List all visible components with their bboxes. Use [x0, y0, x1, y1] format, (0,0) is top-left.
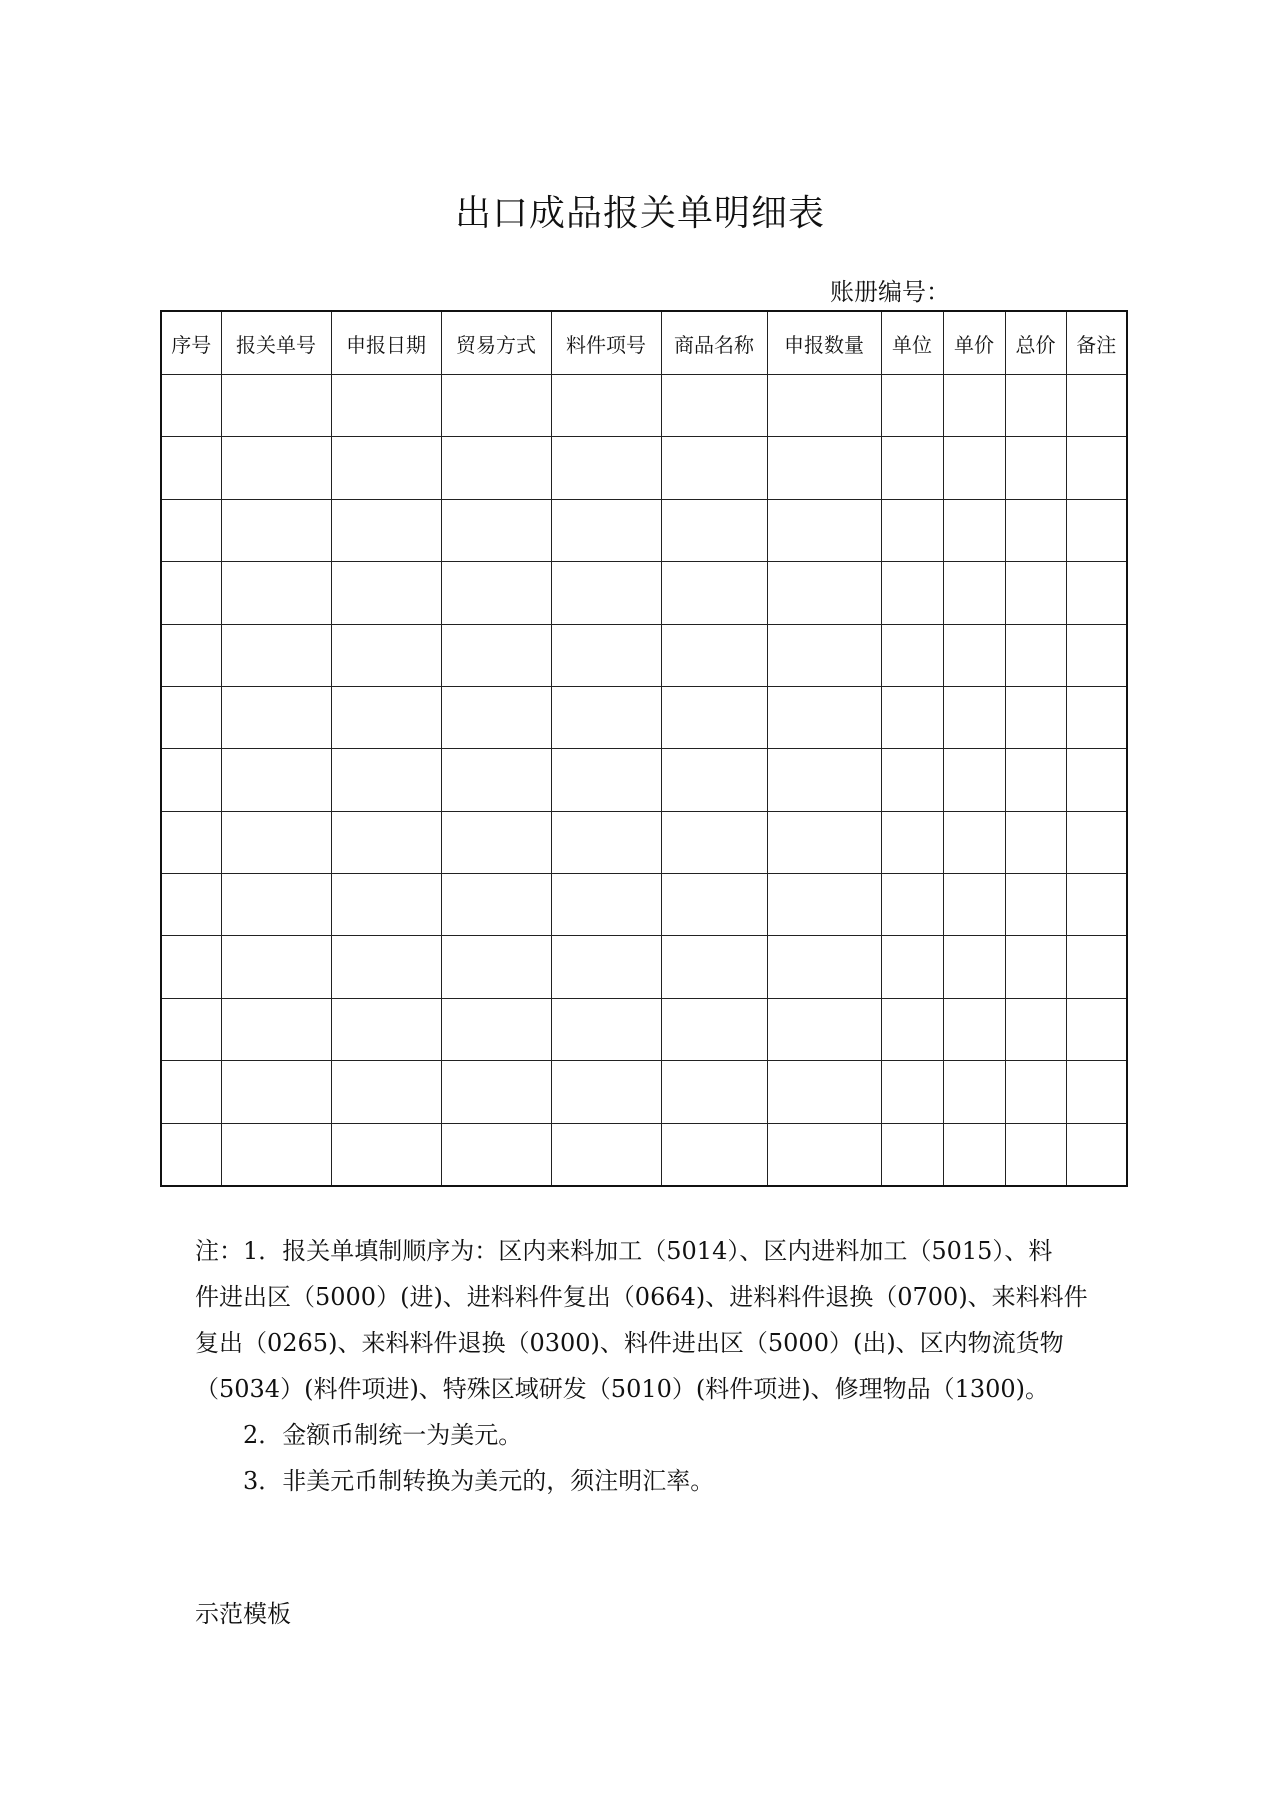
table-cell: [221, 375, 331, 437]
table-row: [161, 624, 1127, 686]
table-cell: [943, 437, 1005, 499]
table-cell: [1005, 437, 1066, 499]
table-cell: [441, 811, 551, 873]
table-cell: [1005, 936, 1066, 998]
table-cell: [161, 811, 221, 873]
table-cell: [661, 749, 767, 811]
table-cell: [551, 624, 661, 686]
table-cell: [161, 936, 221, 998]
table-cell: [161, 375, 221, 437]
table-cell: [441, 624, 551, 686]
table-cell: [441, 499, 551, 561]
table-cell: [331, 686, 441, 748]
table-cell: [441, 375, 551, 437]
table-cell: [331, 375, 441, 437]
table-cell: [441, 874, 551, 936]
table-cell: [943, 375, 1005, 437]
header-unit-price: 单价: [943, 311, 1005, 375]
table-cell: [767, 499, 881, 561]
table-cell: [1005, 811, 1066, 873]
table-cell: [221, 811, 331, 873]
table-cell: [881, 874, 943, 936]
table-cell: [551, 1061, 661, 1123]
table-cell: [441, 936, 551, 998]
table-cell: [661, 811, 767, 873]
table-row: [161, 375, 1127, 437]
table-cell: [661, 998, 767, 1060]
table-cell: [331, 1061, 441, 1123]
table-row: [161, 936, 1127, 998]
table-cell: [661, 1061, 767, 1123]
table-cell: [881, 375, 943, 437]
table-cell: [881, 811, 943, 873]
table-cell: [661, 1123, 767, 1186]
table-cell: [1005, 686, 1066, 748]
table-cell: [161, 1061, 221, 1123]
table-cell: [767, 811, 881, 873]
table-cell: [1005, 562, 1066, 624]
table-cell: [1066, 686, 1127, 748]
table-cell: [221, 499, 331, 561]
table-cell: [661, 437, 767, 499]
table-cell: [441, 998, 551, 1060]
table-cell: [161, 437, 221, 499]
table-cell: [767, 624, 881, 686]
header-unit: 单位: [881, 311, 943, 375]
table-cell: [161, 562, 221, 624]
table-cell: [943, 874, 1005, 936]
table-cell: [221, 936, 331, 998]
table-cell: [1066, 624, 1127, 686]
table-cell: [661, 936, 767, 998]
table-cell: [767, 936, 881, 998]
table-cell: [767, 562, 881, 624]
table-cell: [221, 437, 331, 499]
table-cell: [551, 749, 661, 811]
table-cell: [1005, 998, 1066, 1060]
table-cell: [331, 811, 441, 873]
header-declared-quantity: 申报数量: [767, 311, 881, 375]
table-row: [161, 874, 1127, 936]
export-declaration-table: [160, 310, 1128, 1187]
table-cell: [767, 1061, 881, 1123]
table-cell: [943, 1123, 1005, 1186]
table-cell: [441, 1123, 551, 1186]
table-cell: [943, 624, 1005, 686]
table-cell: [1066, 375, 1127, 437]
table-cell: [881, 1061, 943, 1123]
table-header-row: [161, 311, 1127, 375]
table-cell: [881, 562, 943, 624]
table-cell: [331, 499, 441, 561]
table-cell: [881, 624, 943, 686]
table-cell: [331, 998, 441, 1060]
table-cell: [1066, 437, 1127, 499]
table-cell: [221, 686, 331, 748]
table-cell: [331, 624, 441, 686]
account-number-label: 账册编号：: [830, 278, 950, 306]
table-cell: [221, 874, 331, 936]
table-cell: [551, 562, 661, 624]
table-row: [161, 499, 1127, 561]
table-cell: [1005, 1061, 1066, 1123]
table-cell: [551, 499, 661, 561]
table-cell: [881, 686, 943, 748]
table-row: [161, 811, 1127, 873]
table-cell: [1066, 749, 1127, 811]
header-remarks: 备注: [1066, 311, 1127, 375]
table-cell: [441, 1061, 551, 1123]
table-cell: [161, 749, 221, 811]
table-cell: [161, 998, 221, 1060]
table-cell: [1005, 874, 1066, 936]
table-cell: [1066, 936, 1127, 998]
table-cell: [551, 686, 661, 748]
header-goods-name: 商品名称: [661, 311, 767, 375]
header-declaration-no: 报关单号: [221, 311, 331, 375]
table-row: [161, 1123, 1127, 1186]
header-material-item-no: 料件项号: [551, 311, 661, 375]
table-cell: [943, 499, 1005, 561]
table-cell: [1066, 562, 1127, 624]
table-cell: [1005, 749, 1066, 811]
table-cell: [331, 437, 441, 499]
notes-section: [195, 1228, 1095, 1504]
table-cell: [1066, 1123, 1127, 1186]
header-serial-no: 序号: [161, 311, 221, 375]
table-row: [161, 1061, 1127, 1123]
table-cell: [1005, 375, 1066, 437]
table-cell: [161, 499, 221, 561]
table-cell: [943, 1061, 1005, 1123]
table-cell: [331, 874, 441, 936]
table-cell: [881, 936, 943, 998]
table-cell: [767, 749, 881, 811]
table-cell: [441, 437, 551, 499]
table-cell: [331, 562, 441, 624]
table-cell: [441, 686, 551, 748]
table-cell: [943, 686, 1005, 748]
table-cell: [661, 562, 767, 624]
table-cell: [1005, 1123, 1066, 1186]
table-cell: [551, 874, 661, 936]
header-total-price: 总价: [1005, 311, 1066, 375]
table-cell: [161, 624, 221, 686]
table-cell: [767, 998, 881, 1060]
table-cell: [551, 437, 661, 499]
table-cell: [661, 375, 767, 437]
table-cell: [1005, 499, 1066, 561]
table-cell: [943, 936, 1005, 998]
table-cell: [943, 998, 1005, 1060]
table-cell: [1066, 874, 1127, 936]
table-cell: [943, 811, 1005, 873]
table-cell: [1066, 1061, 1127, 1123]
page-title: 出口成品报关单明细表: [454, 193, 825, 234]
table-cell: [1066, 998, 1127, 1060]
table-cell: [661, 686, 767, 748]
note-3: 3．非美元币制转换为美元的，须注明汇率。: [243, 1467, 715, 1495]
table-cell: [551, 936, 661, 998]
table-cell: [767, 437, 881, 499]
table-cell: [881, 499, 943, 561]
table-cell: [441, 749, 551, 811]
table-cell: [221, 562, 331, 624]
note-1-line-1: 注：1．报关单填制顺序为：区内来料加工（5014）、区内进料加工（5015）、料: [195, 1237, 1053, 1265]
table-cell: [221, 998, 331, 1060]
table-row: [161, 437, 1127, 499]
note-1-line-2: 件进出区（5000）(进)、进料料件复出（0664)、进料料件退换（0700)、来料料件复出（0265)、来料料件退换（0300)、料件进出区（5000）(出)、区内物流货物（5034）(料件项进)、特殊区域研发（5010）(料件项进)、修理物品（1300)。: [195, 1283, 1088, 1403]
table-cell: [221, 749, 331, 811]
table-cell: [881, 998, 943, 1060]
header-declaration-date: 申报日期: [331, 311, 441, 375]
table-cell: [221, 624, 331, 686]
table-cell: [1066, 499, 1127, 561]
table-cell: [1066, 811, 1127, 873]
table-row: [161, 562, 1127, 624]
table-cell: [331, 749, 441, 811]
template-label: 示范模板: [195, 1600, 291, 1628]
table-cell: [767, 686, 881, 748]
table-cell: [221, 1123, 331, 1186]
table-cell: [161, 686, 221, 748]
table-cell: [767, 375, 881, 437]
table-cell: [551, 1123, 661, 1186]
table-cell: [661, 874, 767, 936]
table-cell: [161, 874, 221, 936]
note-2: 2．金额币制统一为美元。: [243, 1421, 523, 1449]
table-cell: [331, 936, 441, 998]
table-cell: [161, 1123, 221, 1186]
table-cell: [767, 874, 881, 936]
table-row: [161, 686, 1127, 748]
table-cell: [881, 437, 943, 499]
table-cell: [221, 1061, 331, 1123]
table-cell: [1005, 624, 1066, 686]
table-body: [161, 375, 1127, 1187]
table-cell: [943, 562, 1005, 624]
table-cell: [661, 624, 767, 686]
table-cell: [551, 998, 661, 1060]
table-cell: [661, 499, 767, 561]
table-cell: [331, 1123, 441, 1186]
table-cell: [767, 1123, 881, 1186]
table-row: [161, 998, 1127, 1060]
table-cell: [551, 375, 661, 437]
table-cell: [441, 562, 551, 624]
table-row: [161, 749, 1127, 811]
header-trade-mode: 贸易方式: [441, 311, 551, 375]
table-cell: [881, 749, 943, 811]
table-cell: [551, 811, 661, 873]
table-cell: [881, 1123, 943, 1186]
table-cell: [943, 749, 1005, 811]
